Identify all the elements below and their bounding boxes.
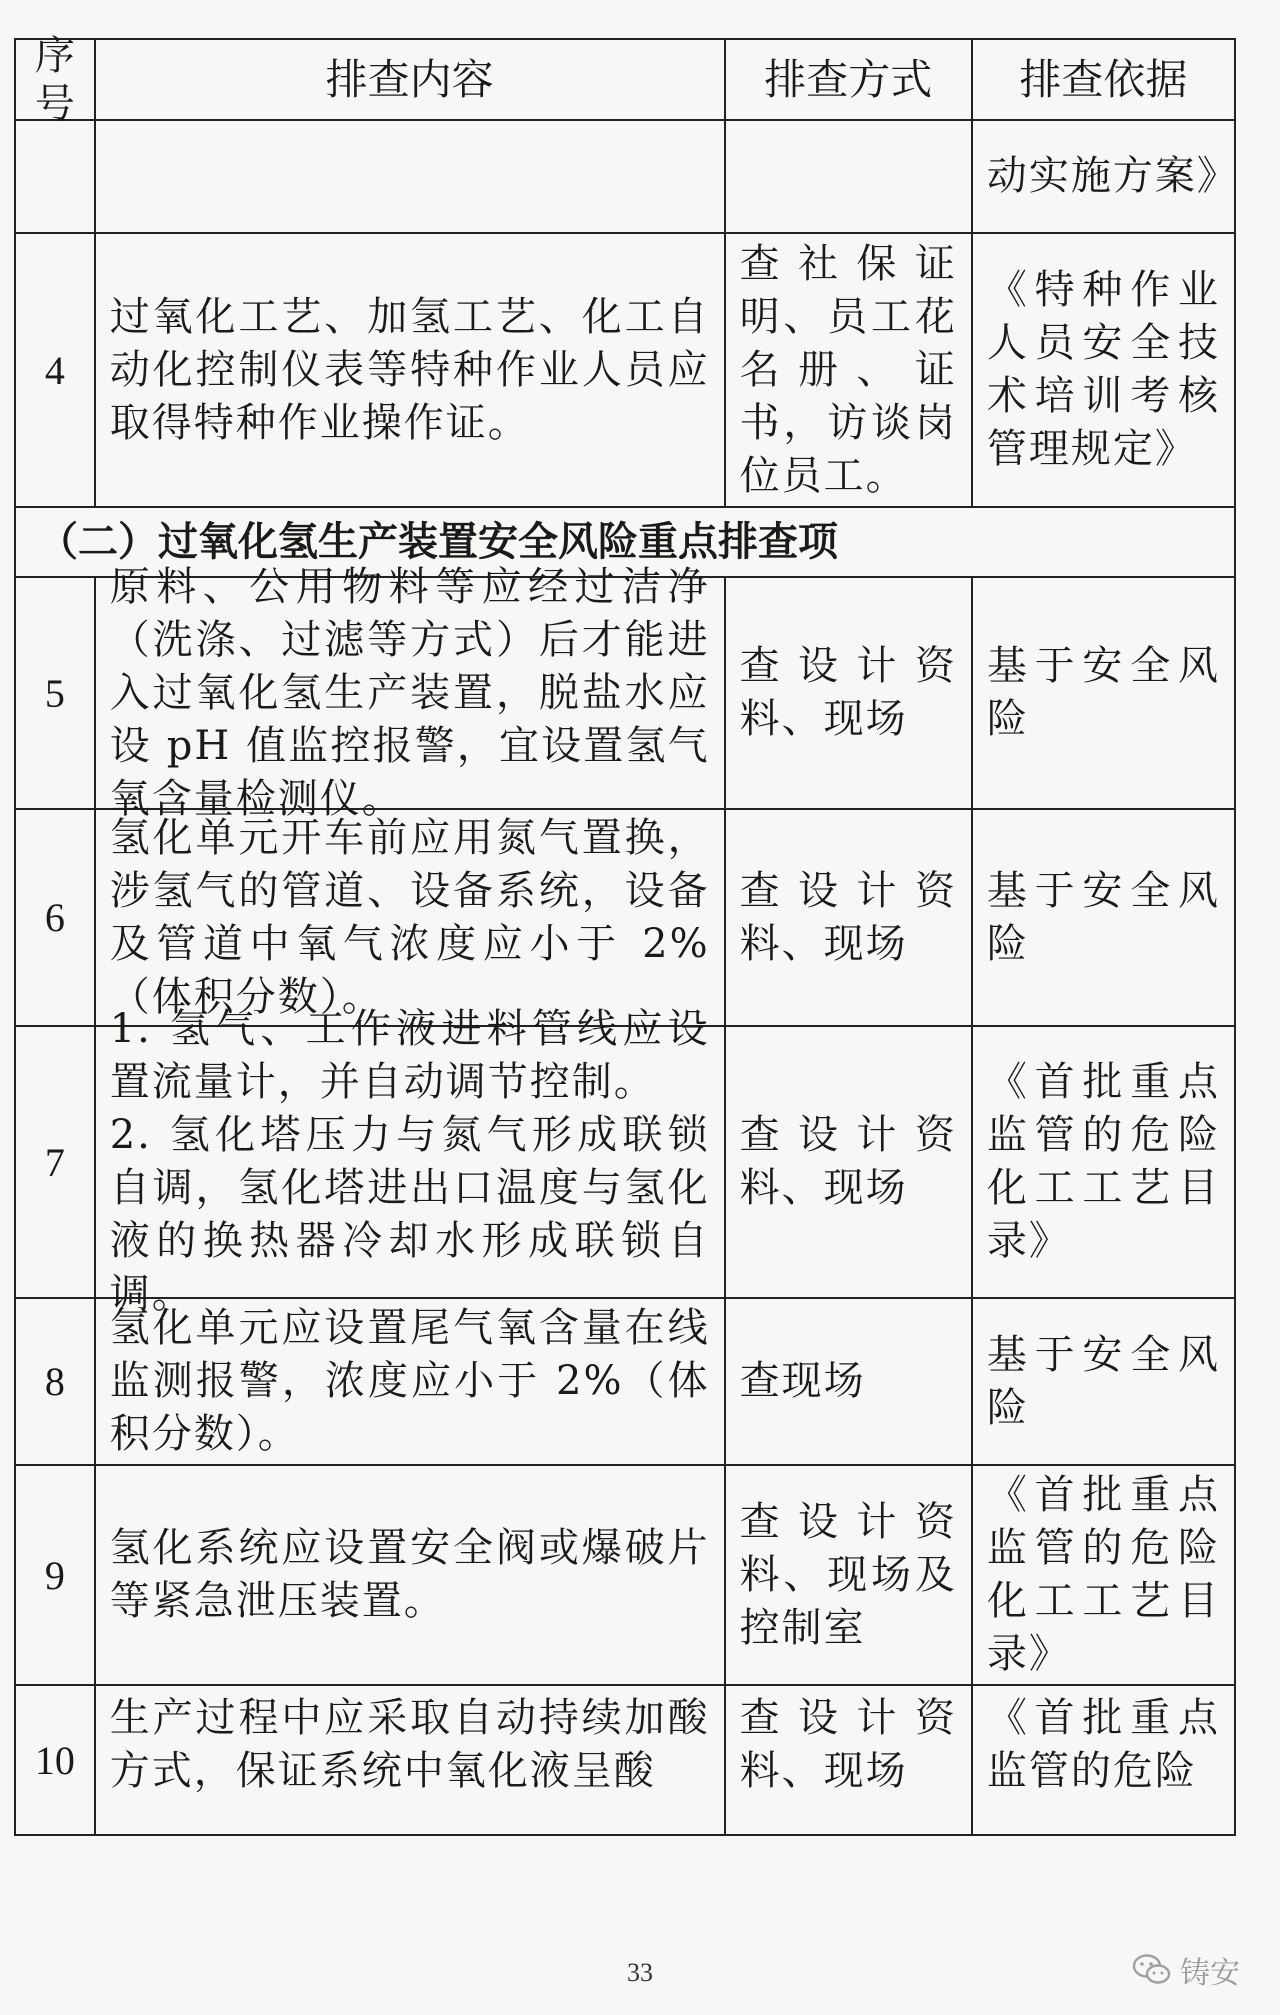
watermark	[1132, 1948, 1240, 1992]
row-basis: 《首批重点监管的危险	[986, 1695, 1220, 1794]
header-seq	[16, 32, 96, 127]
row-method: 查现场	[726, 1299, 973, 1464]
table-row	[16, 563, 1234, 822]
table-row	[16, 1299, 1234, 1466]
row-content: 过氧化工艺、加氢工艺、化工自动化控制仪表等特种作业人员应取得特种作业操作证。	[96, 234, 726, 506]
header-content: 排查内容	[96, 40, 726, 119]
table-row	[16, 1686, 1234, 1834]
table-row	[16, 121, 1239, 234]
row-content: 氢化单元应设置尾气氧含量在线监测报警，浓度应小于 2%（体积分数）。	[96, 1299, 726, 1464]
row-basis: 《特种作业人员安全技术培训考核管理规定》	[986, 267, 1220, 472]
header-seq-line2: 号	[34, 80, 75, 127]
row-method: 查社保证明、员工花名册、证书，访谈岗位员工。	[726, 234, 973, 506]
wechat-icon	[1132, 1953, 1172, 1987]
row-method: 查设计资料、现场	[726, 578, 973, 808]
row-method	[726, 121, 973, 232]
watermark-text: 铸安	[1180, 1956, 1240, 1991]
row-seq: 6	[16, 810, 96, 1025]
row-method: 查设计资料、现场	[726, 1686, 973, 1834]
row-content: 原料、公用物料等应经过洁净（洗涤、过滤等方式）后才能进入过氧化氢生产装置，脱盐水应设 pH 值监控报警，宜设置氢气氧含量检测仪。	[96, 578, 726, 808]
row-seq: 8	[16, 1299, 96, 1464]
row-method: 查设计资料、现场	[726, 1027, 973, 1297]
row-method: 查设计资料、现场	[726, 810, 973, 1025]
row-content: 氢化单元开车前应用氮气置换，涉氢气的管道、设备系统，设备及管道中氧气浓度应小于 2%（体积分数）。	[96, 810, 726, 1025]
row-basis: 基于安全风险	[986, 643, 1220, 742]
page-number: 33	[627, 1958, 653, 1987]
row-content-item-2: 2. 氢化塔压力与氮气形成联锁自调，氢化塔进出口温度与氢化液的换热器冷却水形成联锁自调。	[109, 1112, 710, 1317]
row-method: 查设计资料、现场及控制室	[726, 1466, 973, 1684]
table-row	[16, 1006, 1234, 1317]
row-basis: 基于安全风险	[986, 1331, 1220, 1431]
header-method: 排查方式	[726, 40, 973, 119]
row-seq: 9	[16, 1466, 96, 1684]
inspection-table	[14, 32, 1239, 1836]
table-row	[16, 1466, 1234, 1686]
row-basis: 基于安全风险	[986, 867, 1220, 967]
row-basis: 《首批重点监管的危险化工工艺目录》	[986, 1472, 1220, 1677]
row-seq: 4	[16, 234, 96, 506]
header-seq-line1: 序	[34, 32, 75, 79]
row-content	[96, 1006, 726, 1317]
section-title: （二）过氧化氢生产装置安全风险重点排查项	[38, 519, 838, 565]
header-basis: 排查依据	[1019, 55, 1188, 104]
row-seq: 5	[16, 578, 96, 808]
row-content-item-1: 1. 氢气、工作液进料管线应设置流量计，并自动调节控制。	[109, 1006, 710, 1105]
table-row	[16, 234, 1234, 508]
row-seq: 10	[16, 1686, 96, 1834]
row-content: 生产过程中应采取自动持续加酸方式，保证系统中氧化液呈酸	[96, 1686, 726, 1834]
row-content	[96, 121, 726, 232]
table-row	[16, 810, 1234, 1027]
row-seq	[16, 121, 96, 232]
row-basis: 《首批重点监管的危险化工工艺目录》	[986, 1059, 1220, 1264]
row-basis: 动实施方案》	[986, 153, 1239, 199]
row-content: 氢化系统应设置安全阀或爆破片等紧急泄压装置。	[96, 1466, 726, 1684]
table-header	[16, 32, 1234, 127]
row-seq: 7	[16, 1027, 96, 1297]
